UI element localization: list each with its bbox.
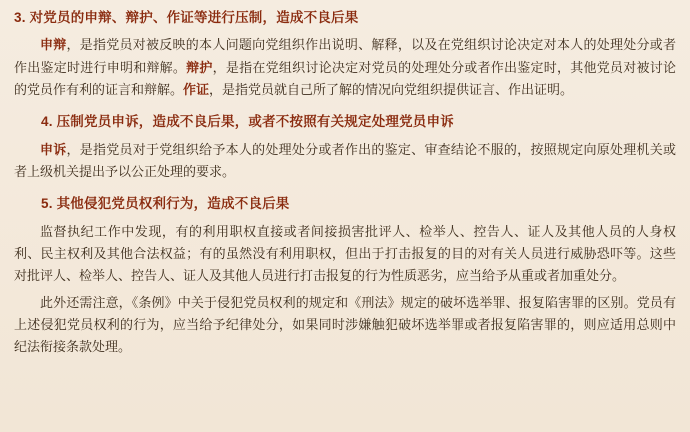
section-heading: 5. 其他侵犯党员权利行为，造成不良后果 <box>41 196 290 212</box>
defined-term: 申辩 <box>40 37 67 53</box>
paragraph-text: ，是指在党组织讨论决定对党员的处理处分或者作出鉴定时，其他党员对被讨论的党员作有利的证言和辩解。 <box>14 59 676 97</box>
section-paragraph <box>14 292 676 359</box>
paragraph-text: ，是指党员就自己所了解的情况向党组织提供证言、作出证明。 <box>209 81 574 97</box>
paragraph-text: 监督执纪工作中发现，有的利用职权直接或者间接损害批评人、检举人、控告人、证人及其他人员的人身权利、民主权利及其他合法权益；有的虽然没有利用职权，但出于打击报复的目的对有关人员进行威胁恐吓等。这些对批评人、检举人、控告人、证人及其他人员进行打击报复的行为性质恶劣，应当给予从重或者加重处分。 <box>14 223 676 284</box>
defined-term: 辩护 <box>186 59 213 75</box>
paragraph-text: ，是指党员对被反映的本人问题向党组织作出说明、解释，以及在党组织讨论决定对本人的处理处分或者作出鉴定时进行申明和辩解。 <box>14 37 676 75</box>
section-spacer <box>14 105 676 112</box>
paragraph-text: 此外还需注意，《条例》中关于侵犯党员权利的规定和《刑法》规定的破坏选举罪、报复陷害罪的区别。党员有上述侵犯党员权利的行为，应当给予纪律处分，如果同时涉嫌触犯破坏选举罪或者报复陷害罪的，则应适用总则中纪法衔接条款处理。 <box>14 294 676 355</box>
defined-term: 申诉 <box>40 141 67 157</box>
document-content <box>14 8 676 359</box>
section-heading: 3. 对党员的申辩、辩护、作证等进行压制，造成不良后果 <box>14 10 359 25</box>
paragraph-text: ，是指党员对于党组织给予本人的处理处分或者作出的鉴定、审查结论不服的，按照规定向原处理机关或者上级机关提出予以公正处理的要求。 <box>14 141 676 179</box>
defined-term: 作证 <box>183 81 210 97</box>
section-paragraph <box>14 139 676 184</box>
section-spacer <box>14 187 676 194</box>
section-paragraph <box>14 221 676 288</box>
section-paragraph <box>14 34 676 101</box>
section-heading: 4. 压制党员申诉，造成不良后果，或者不按照有关规定处理党员申诉 <box>41 114 454 130</box>
